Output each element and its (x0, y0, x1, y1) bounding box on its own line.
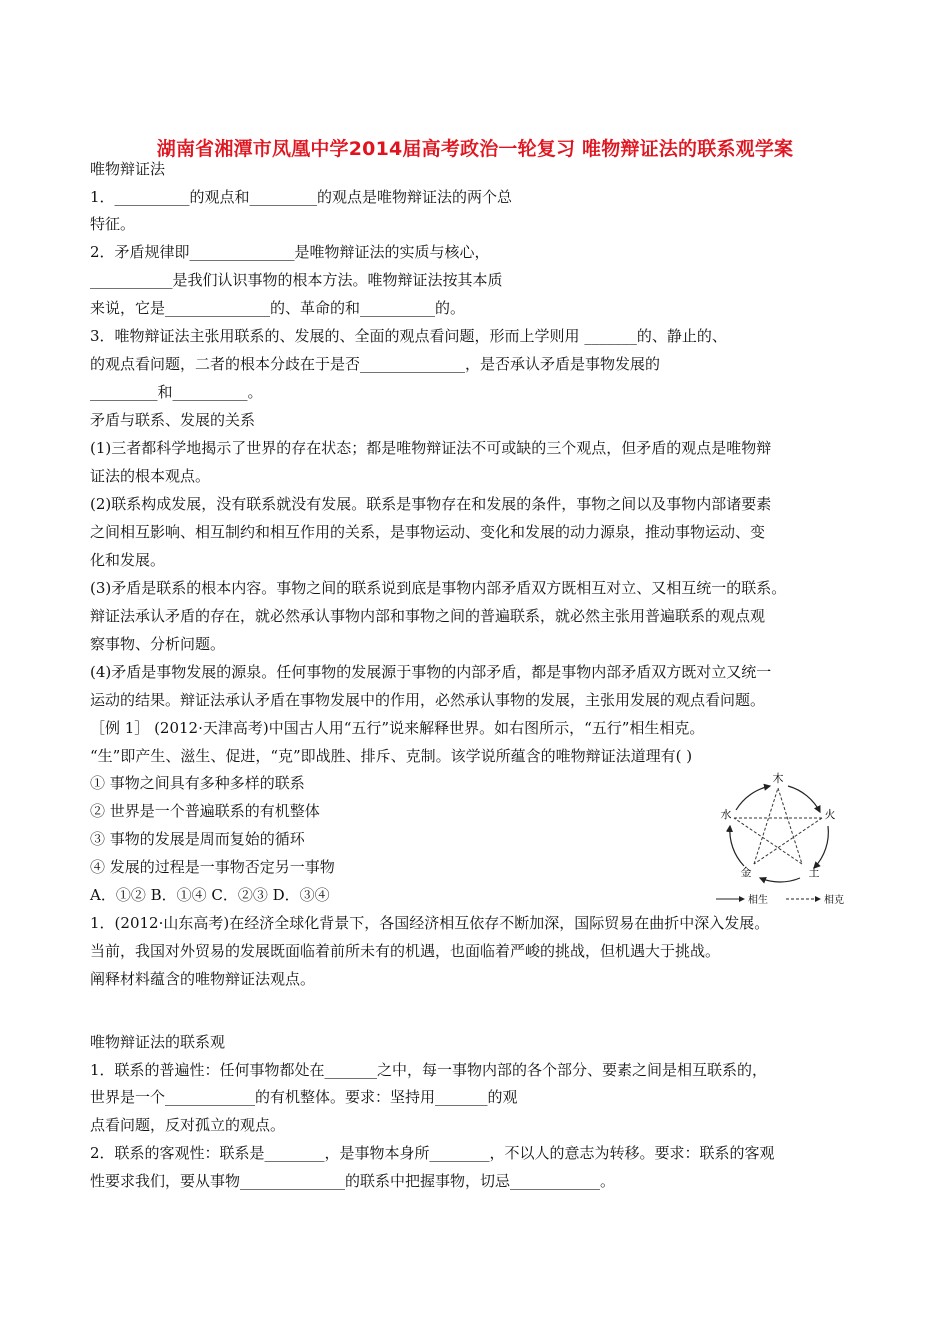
text-line: 特征。 (90, 215, 136, 233)
page-title: 湖南省湘潭市凤凰中学2014届高考政治一轮复习 唯物辩证法的联系观学案 (156, 138, 794, 160)
text-line: 2．矛盾规律即______________是唯物辩证法的实质与核心， (90, 243, 490, 261)
text-line: 性要求我们，要从事物______________的联系中把握事物，切忌____________。 (90, 1172, 616, 1190)
text-line: 2．联系的客观性：联系是________，是事物本身所________，不以人的意志为转移。要求：联系的客观 (90, 1144, 775, 1162)
generate-arc (736, 786, 770, 810)
answer-choices: A．①② B．①④ C．②③ D．③④ (90, 886, 330, 904)
legend-generate: 相生 (748, 895, 768, 906)
text-line: _________和__________。 (90, 383, 263, 401)
example-question: “生”即产生、滋生、促进，“克”即战胜、排斥、克制。该学说所蕴含的唯物辩证法道理有( ) (90, 747, 693, 765)
option-item: ① 事物之间具有多种多样的联系 (90, 774, 305, 792)
text-line: 当前，我国对外贸易的发展既面临着前所未有的机遇，也面临着严峻的挑战，但机遇大于挑战。 (90, 942, 721, 960)
element-metal: 金 (740, 866, 752, 879)
text-line: (2)联系构成发展，没有联系就没有发展。联系是事物存在和发展的条件，事物之间以及事物内部诸要素 (90, 495, 772, 513)
text-line: 1．联系的普遍性：任何事物都处在_______之中，每一事物内部的各个部分、要素之间是相互联系的， (90, 1061, 768, 1079)
text-line: (1)三者都科学地揭示了世界的存在状态；都是唯物辩证法不可或缺的三个观点，但矛盾的观点是唯物辩 (90, 439, 772, 457)
text-line: 世界是一个____________的有机整体。要求：坚持用_______的观 (90, 1088, 518, 1106)
text-line: 的观点看问题，二者的根本分歧在于是否______________，是否承认矛盾是事物发展的 (90, 355, 661, 373)
section-heading-connection: 唯物辩证法的联系观 (90, 1033, 226, 1051)
text-line: 1．(2012·山东高考)在经济全球化背景下，各国经济相互依存不断加深，国际贸易在曲折中深入发展。 (90, 914, 770, 932)
generate-arc (730, 826, 744, 866)
text-line: 运动的结果。辩证法承认矛盾在事物发展中的作用，必然承认事物的发展，主张用发展的观点看问题。 (90, 691, 766, 709)
text-line: 察事物、分析问题。 (90, 635, 226, 653)
section-heading-relationship: 矛盾与联系、发展的关系 (90, 411, 256, 429)
text-line: 来说，它是______________的、革命的和__________的。 (90, 299, 466, 317)
element-earth: 土 (808, 866, 820, 879)
legend-restrain: 相克 (824, 895, 844, 906)
generate-arc (760, 878, 800, 882)
element-wood: 木 (772, 772, 784, 785)
option-item: ④ 发展的过程是一事物否定另一事物 (90, 858, 335, 876)
text-line: 辩证法承认矛盾的存在，就必然承认事物内部和事物之间的普遍联系，就必然主张用普遍联系的观点观 (90, 607, 766, 625)
five-elements-diagram (702, 768, 862, 916)
text-line: 化和发展。 (90, 551, 166, 569)
text-line: 点看问题，反对孤立的观点。 (90, 1116, 286, 1134)
text-line: 阐释材料蕴含的唯物辩证法观点。 (90, 970, 316, 988)
example-question: ［例 1］ (2012·天津高考)中国古人用“五行”说来解释世界。如右图所示，“五行”相生相克。 (90, 719, 705, 737)
text-line: ___________是我们认识事物的根本方法。唯物辩证法按其本质 (90, 271, 503, 289)
text-line: 1．__________的观点和_________的观点是唯物辩证法的两个总 (90, 188, 513, 206)
generate-arc (788, 786, 820, 812)
element-fire: 火 (824, 808, 836, 821)
text-line: 3．唯物辩证法主张用联系的、发展的、全面的观点看问题，形而上学则用 _______的、静止的、 (90, 327, 727, 345)
restrain-star (734, 788, 822, 864)
section-heading-dialectics: 唯物辩证法 (90, 160, 166, 178)
generate-arc (814, 826, 828, 868)
text-line: (4)矛盾是事物发展的源泉。任何事物的发展源于事物的内部矛盾，都是事物内部矛盾双方既对立又统一 (90, 663, 772, 681)
element-water: 水 (720, 808, 732, 821)
text-line: 证法的根本观点。 (90, 467, 211, 485)
option-item: ③ 事物的发展是周而复始的循环 (90, 830, 305, 848)
option-item: ② 世界是一个普遍联系的有机整体 (90, 802, 320, 820)
text-line: (3)矛盾是联系的根本内容。事物之间的联系说到底是事物内部矛盾双方既相互对立、又相互统一的联系。 (90, 579, 787, 597)
text-line: 之间相互影响、相互制约和相互作用的关系，是事物运动、变化和发展的动力源泉，推动事物运动、变 (90, 523, 766, 541)
